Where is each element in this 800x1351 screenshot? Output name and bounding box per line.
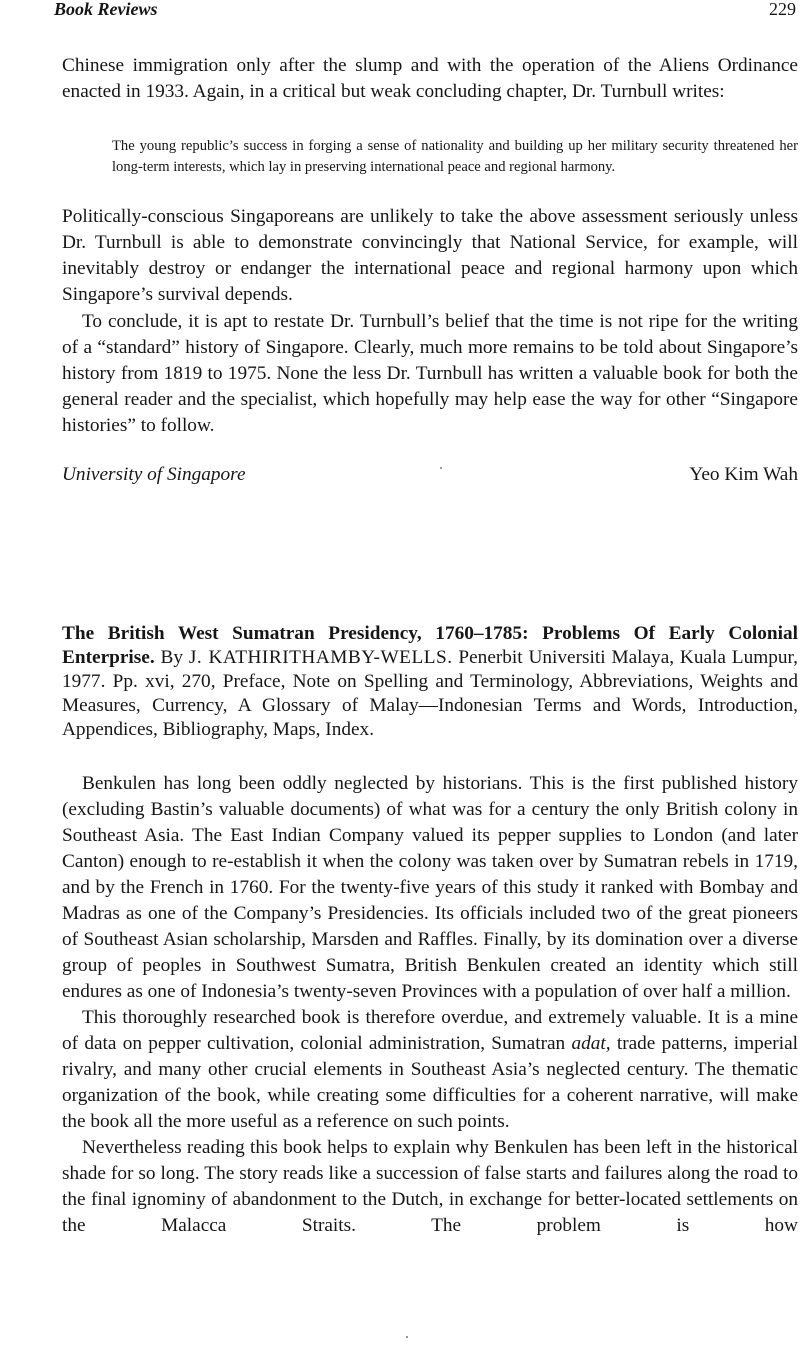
running-head [54, 0, 798, 24]
review1-paragraph-1: Chinese immigration only after the slump and with the operation of the Aliens Ordinance enacted in 1933. Again, in a critical but weak concluding chapter, Dr. Turnbull writes: [62, 55, 798, 102]
book-title: The British West Sumatran Presidency, 1760–1785: Problems Of Early Colonial Enterprise. [62, 623, 798, 668]
block-quote: The young republic’s success in forging a sense of nationality and building up her military security threatened her long-term interests, which lay in preserving international peace and regional harmony. [112, 138, 798, 175]
review2-paragraph-2-end: trade patterns, imperial rivalry, and many other crucial elements in Southeast Asia’s neglected century. The thematic organization of the book, while creating some difficulties for a coherent narrative, will make the book all the more useful as a reference on such points. [62, 1033, 798, 1132]
book-details: Penerbit Universiti Malaya, Kuala Lumpur, 1977. Pp. xvi, 270, Preface, Note on Spelling and Terminology, Abbreviations, Weights and Measures, Currency, A Glossary of Malay—Indonesian Terms and Words, Introduction, Appendices, Bibliography, Maps, Index. [62, 647, 798, 740]
review2-paragraph-3: Nevertheless reading this book helps to explain why Benkulen has been left in the historical shade for so long. The story reads like a succession of false starts and failures along the road to the final ignominy of abandonment to the Dutch, in exchange for better-located settlements on the Malacca Straits. The problem is how [62, 1137, 798, 1236]
reviewer-name: Yeo Kim Wah [689, 464, 798, 485]
book-author: J. KATHIRITHAMBY-WELLS. [188, 647, 453, 668]
review2-bibliographic-entry [62, 622, 798, 742]
scan-speck [440, 467, 442, 469]
review2-body [62, 771, 798, 1239]
review1-signature [62, 464, 798, 490]
review1-paragraph-2: Politically-conscious Singaporeans are unlikely to take the above assessment seriously unless Dr. Turnbull is able to demonstrate convincingly that National Service, for example, will inevitably destroy or endanger the international peace and regional harmony upon which Singapore’s survival depends. [62, 206, 798, 305]
page-number: 229 [769, 0, 796, 19]
review1-body-3 [62, 309, 798, 439]
review2-paragraph-2-start: This thoroughly researched book is therefore overdue, and extremely valuable. It is a mine of data on pepper cultivation, colonial administration, Sumatran [62, 1007, 798, 1054]
review1-paragraph-3: To conclude, it is apt to restate Dr. Turnbull’s belief that the time is not ripe for the writing of a “standard” history of Singapore. Clearly, much more remains to be told about Singapore’s history from 1819 to 1975. None the less Dr. Turnbull has written a valuable book for both the general reader and the specialist, which hopefully may help ease the way for other “Singapore histories” to follow. [62, 311, 798, 436]
journal-page [54, 0, 798, 1351]
italic-term-adat: adat, [571, 1033, 611, 1054]
review2-paragraph-2 [62, 1005, 798, 1135]
review2-paragraph-1: Benkulen has long been oddly neglected by historians. This is the first published history (excluding Bastin’s valuable documents) of what was for a century the only British colony in Southeast Asia. The East Indian Company valued its pepper supplies to London (and later Canton) enough to re-establish it when the colony was taken over by Sumatran rebels in 1719, and by the French in 1760. For the twenty-five years of this study it ranked with Bombay and Madras as one of the Company’s Presidencies. Its officials included two of the great pioneers of Southeast Asian scholarship, Marsden and Raffles. Finally, by its domination over a diverse group of peoples in Southwest Sumatra, British Benkulen created an identity which still endures as one of Indonesia’s twenty-seven Provinces with a population of over half a million. [62, 773, 798, 1002]
scan-speck-bottom [406, 1336, 408, 1338]
reviewer-institution: University of Singapore [62, 464, 246, 485]
by-label: By [160, 647, 183, 668]
review1-continuation [62, 53, 798, 105]
review1-body-2 [62, 204, 798, 308]
running-head-title: Book Reviews [54, 0, 158, 19]
